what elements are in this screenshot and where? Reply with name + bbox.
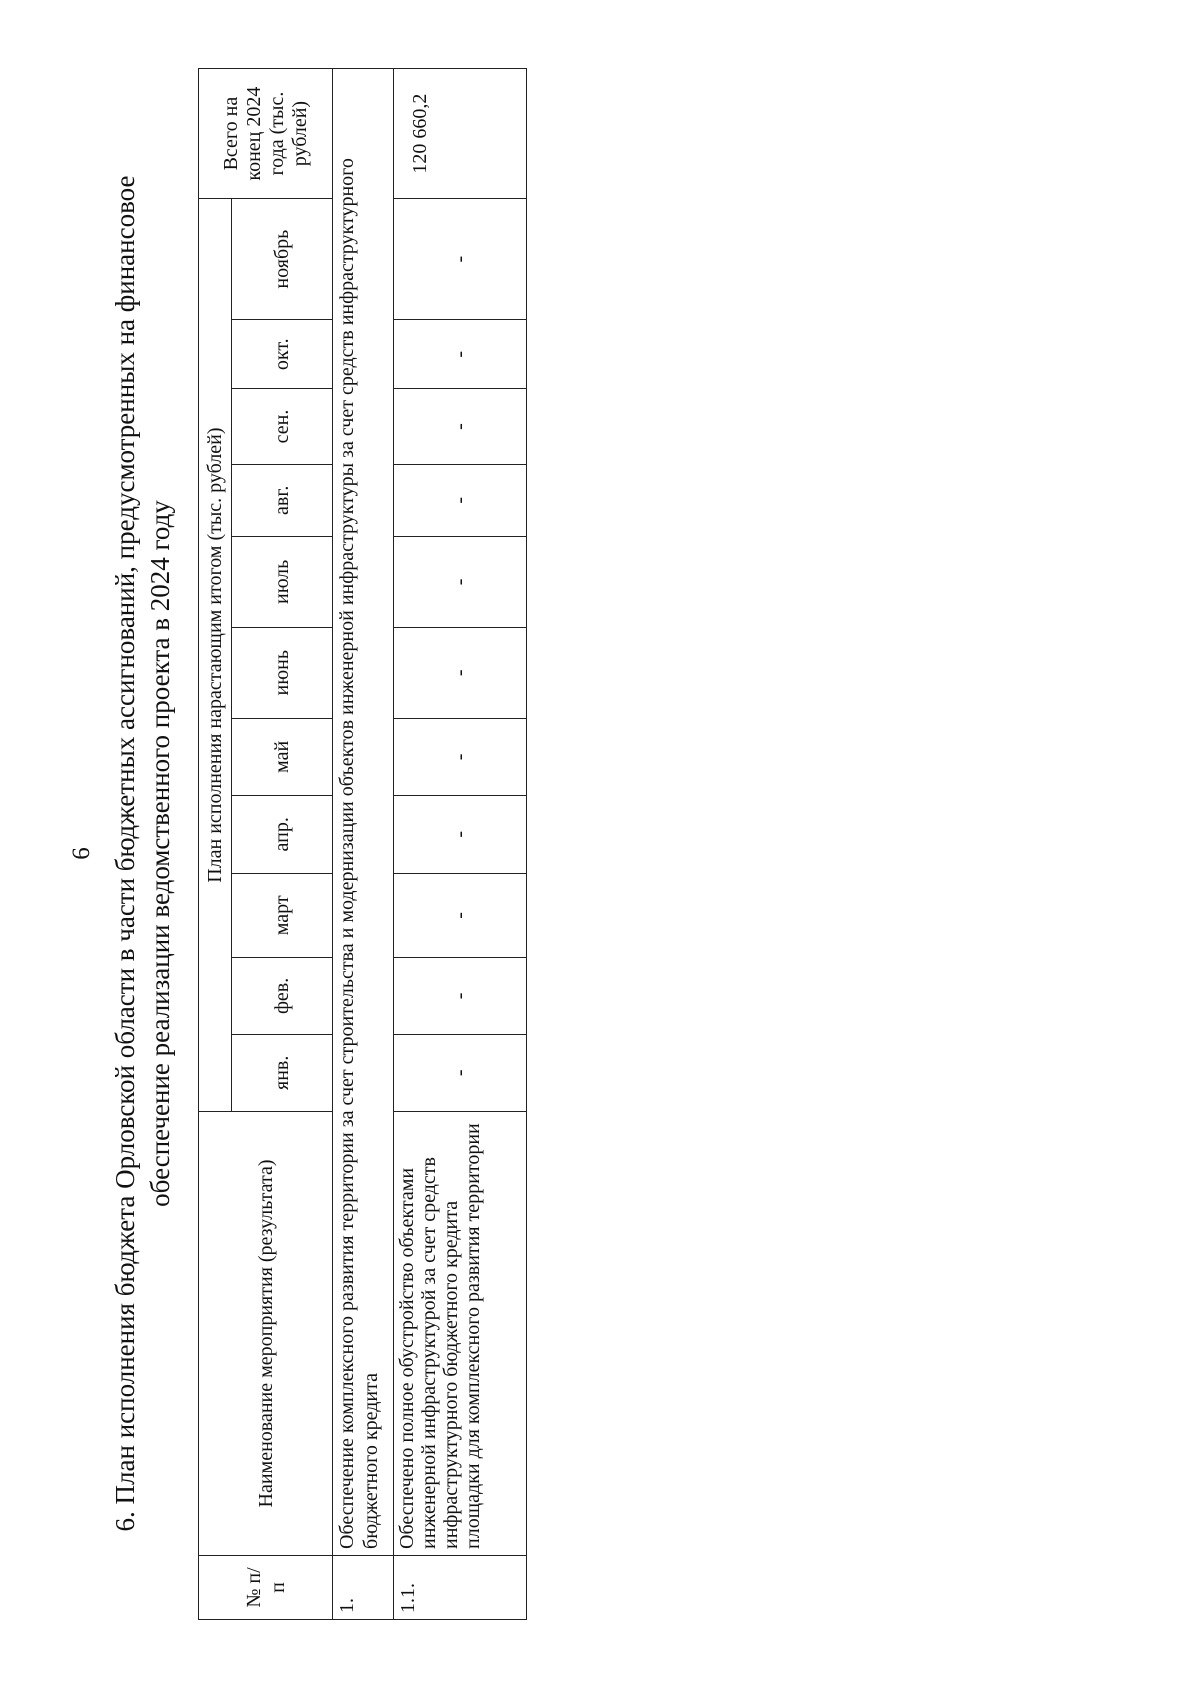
budget-plan-table [198,68,527,1620]
month-value: - [394,958,527,1034]
header-month: сен. [232,389,333,464]
header-month: окт. [232,320,333,389]
month-value: - [394,464,527,536]
month-value: - [394,873,527,958]
header-plan-group: План исполнения нарастающим итогом (тыс. рублей) [199,199,232,1112]
section-number: 1. [333,1555,394,1619]
title-line-1: 6. План исполнения бюджета Орловской области в части бюджетных ассигнований, предусмотренных на финансовое [110,175,140,1532]
item-total: 120 660,2 [394,69,527,199]
month-value: - [394,796,527,873]
header-month: июль [232,536,333,627]
table-row [394,69,527,1620]
month-value: - [394,718,527,795]
header-total: Всего на конец 2024 года (тыс. рублей) [199,69,333,199]
header-month: апр. [232,796,333,873]
month-value: - [394,627,527,718]
header-month: июнь [232,627,333,718]
header-row-1 [199,69,232,1620]
header-name: Наименование мероприятия (результата) [199,1112,333,1556]
header-month: май [232,718,333,795]
month-value: - [394,199,527,320]
month-value: - [394,389,527,464]
header-month: март [232,873,333,958]
page-number: 6 [68,847,95,860]
header-number: № п/п [199,1555,333,1619]
header-month: авг. [232,464,333,536]
section-text: Обеспечение комплексного развития территории за счет строительства и модернизации объектов инженерной инфраструктуры за счет средств инфраструктурного бюджетного кредита [333,69,394,1556]
month-value: - [394,1034,527,1111]
section-row [333,69,394,1620]
month-value: - [394,536,527,627]
item-number: 1.1. [394,1555,527,1619]
item-name: Обеспечено полное обустройство объектами инженерной инфраструктурой за счет средств инфраструктурного бюджетного кредита площадки для комплексного развития территории [394,1112,527,1556]
document-title [108,0,178,1707]
header-month: янв. [232,1034,333,1111]
title-line-2: обеспечение реализации ведомственного проекта в 2024 году [145,500,175,1207]
month-value: - [394,320,527,389]
header-month: фев. [232,958,333,1034]
header-month: ноябрь [232,199,333,320]
